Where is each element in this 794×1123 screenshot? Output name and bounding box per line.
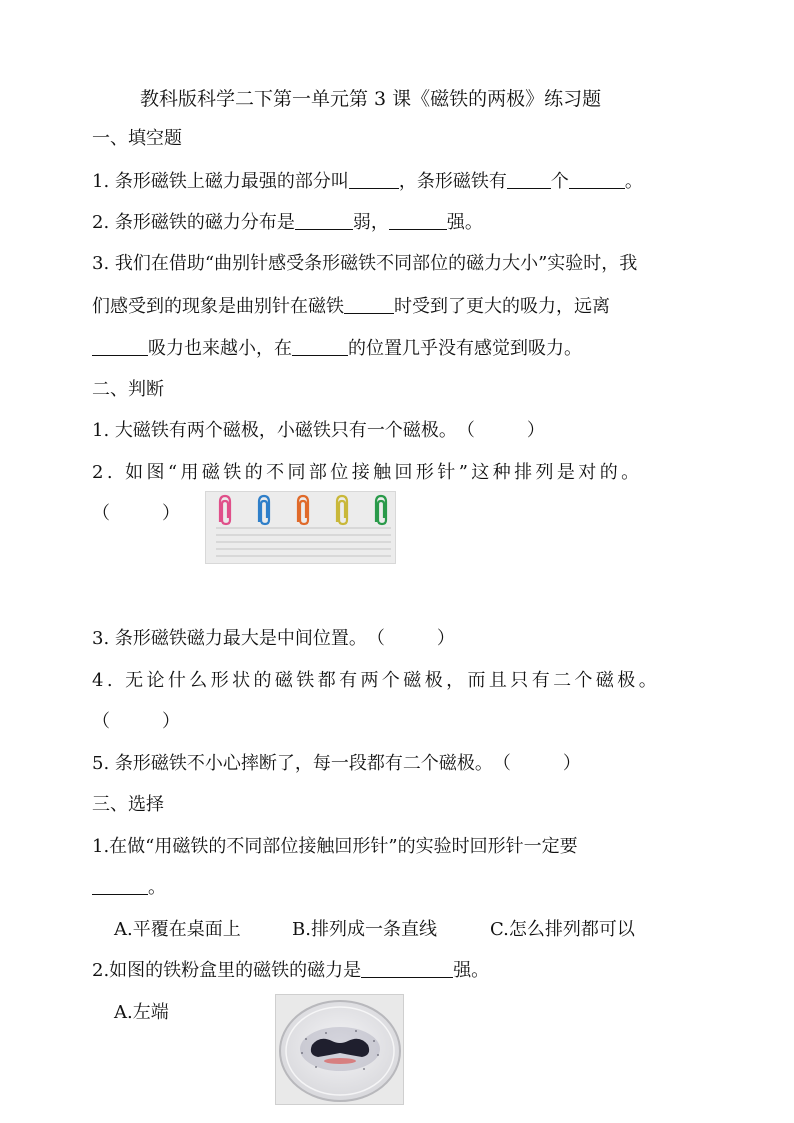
section-heading-judge: 二、判断 [92,379,164,400]
answer-blank[interactable] [292,337,348,356]
answer-blank[interactable] [344,295,394,314]
question-fill-1: 1. 条形磁铁上磁力最强的部分叫 ，条形磁铁有 个 。 [92,171,643,192]
answer-blank[interactable] [92,876,148,895]
section-heading-fill-blank: 一、填空题 [92,128,182,149]
choice-option-a[interactable]: A.平覆在桌面上 [114,919,241,940]
answer-blank[interactable] [389,211,447,230]
iron-filings-box-photo [275,994,404,1105]
question-fill-3-line3: 吸力也来越小，在 的位置几乎没有感觉到吸力。 [92,337,582,361]
page-title: 教科版科学二下第一单元第 3 课《磁铁的两极》练习题 [140,88,602,110]
question-choice-1-blank: 。 [92,876,166,900]
answer-parentheses[interactable]: （ ） [92,503,180,524]
question-judge-4: 4. 无论什么形状的磁铁都有两个磁极，而且只有二个磁极。 [92,670,661,691]
question-choice-1: 1.在做“用磁铁的不同部位接触回形针”的实验时回形针一定要 [92,836,578,857]
answer-parentheses[interactable]: （ ） [492,753,581,774]
answer-blank[interactable] [569,170,625,189]
paper-clip [376,496,386,524]
answer-parentheses[interactable]: （ ） [366,628,455,649]
question-judge-5: 5. 条形磁铁不小心摔断了，每一段都有二个磁极。（ ） [92,753,581,774]
answer-parentheses[interactable]: （ ） [456,420,545,441]
question-judge-3: 3. 条形磁铁磁力最大是中间位置。（ ） [92,628,455,649]
question-choice-2: 2.如图的铁粉盒里的磁铁的磁力是 强。 [92,960,490,981]
paper-clips-photo [205,491,396,564]
paper-clip [220,496,230,524]
choice-option-a[interactable]: A.左端 [114,1002,169,1023]
section-heading-choice: 三、选择 [92,794,164,815]
answer-parentheses[interactable]: （ ） [92,711,180,732]
question-fill-3-line1: 3. 我们在借助“曲别针感受条形磁铁不同部位的磁力大小”实验时，我 [92,253,638,274]
answer-blank[interactable] [295,211,353,230]
paper-clips-illustration [206,492,396,564]
iron-filings-illustration [276,995,404,1105]
answer-blank[interactable] [349,170,399,189]
answer-blank[interactable] [507,170,551,189]
answer-blank[interactable] [92,337,148,356]
paper-clip [259,496,269,524]
paper-clip [337,496,347,524]
question-judge-1: 1. 大磁铁有两个磁极，小磁铁只有一个磁极。（ ） [92,420,545,441]
choice-option-b[interactable]: B.排列成一条直线 [292,919,437,940]
paper-clip [298,496,308,524]
answer-blank[interactable] [361,959,453,978]
question-fill-2: 2. 条形磁铁的磁力分布是 弱， 强。 [92,212,483,233]
question-fill-3-line2: 们感受到的现象是曲别针在磁铁 时受到了更大的吸力，远离 [92,296,610,317]
question-judge-2: 2. 如图“用磁铁的不同部位接触回形针”这种排列是对的。 [92,462,643,483]
choice-option-c[interactable]: C.怎么排列都可以 [490,919,635,940]
